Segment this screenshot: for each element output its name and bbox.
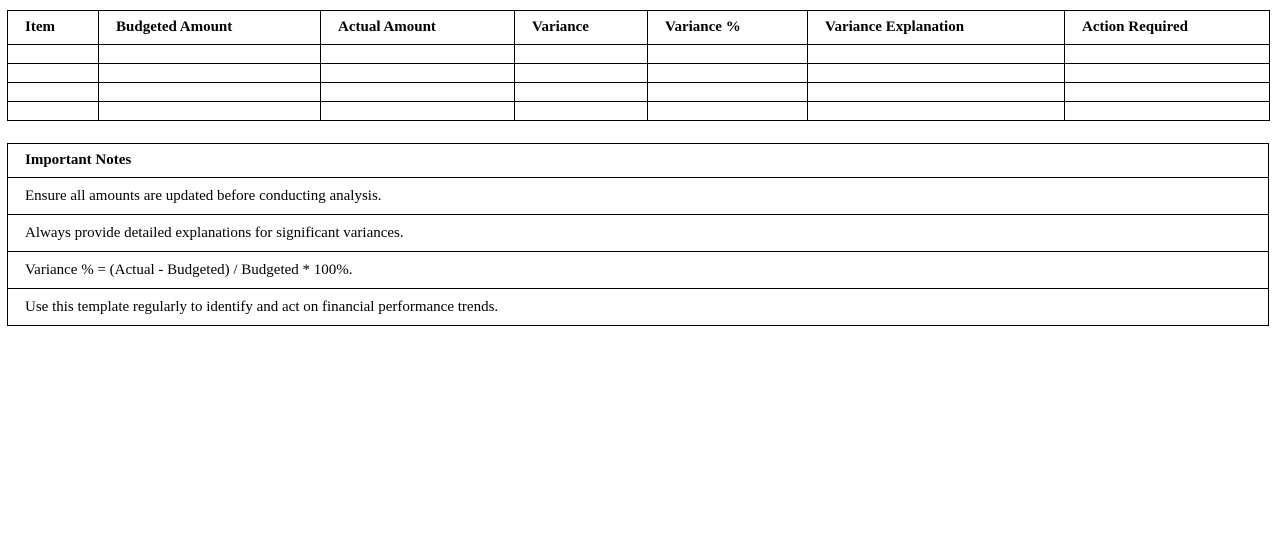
empty-cell bbox=[515, 64, 648, 83]
column-header-variance-percent: Variance % bbox=[648, 11, 808, 45]
empty-cell bbox=[648, 45, 808, 64]
empty-cell bbox=[321, 83, 515, 102]
empty-cell bbox=[1065, 83, 1270, 102]
note-row bbox=[8, 178, 1269, 215]
empty-cell bbox=[1065, 102, 1270, 121]
column-header-variance-explanation: Variance Explanation bbox=[808, 11, 1065, 45]
empty-cell bbox=[99, 83, 321, 102]
empty-cell bbox=[99, 45, 321, 64]
empty-cell bbox=[808, 102, 1065, 121]
note-item: Use this template regularly to identify and act on financial performance trends. bbox=[8, 289, 1269, 326]
table-row bbox=[8, 64, 1270, 83]
note-row bbox=[8, 289, 1269, 326]
empty-cell bbox=[8, 45, 99, 64]
note-item: Ensure all amounts are updated before conducting analysis. bbox=[8, 178, 1269, 215]
empty-cell bbox=[808, 83, 1065, 102]
note-item: Always provide detailed explanations for significant variances. bbox=[8, 215, 1269, 252]
empty-cell bbox=[648, 64, 808, 83]
table-row bbox=[8, 102, 1270, 121]
column-header-action-required: Action Required bbox=[1065, 11, 1270, 45]
empty-cell bbox=[321, 102, 515, 121]
table-row bbox=[8, 45, 1270, 64]
empty-cell bbox=[99, 64, 321, 83]
variance-analysis-table bbox=[7, 10, 1270, 121]
column-header-variance: Variance bbox=[515, 11, 648, 45]
column-header-budgeted-amount: Budgeted Amount bbox=[99, 11, 321, 45]
notes-title-row bbox=[8, 144, 1269, 178]
empty-cell bbox=[321, 64, 515, 83]
empty-cell bbox=[808, 45, 1065, 64]
column-header-actual-amount: Actual Amount bbox=[321, 11, 515, 45]
empty-cell bbox=[8, 83, 99, 102]
empty-cell bbox=[515, 83, 648, 102]
note-row bbox=[8, 252, 1269, 289]
empty-cell bbox=[808, 64, 1065, 83]
notes-title: Important Notes bbox=[8, 144, 1269, 178]
empty-cell bbox=[1065, 64, 1270, 83]
empty-cell bbox=[99, 102, 321, 121]
column-header-item: Item bbox=[8, 11, 99, 45]
note-row bbox=[8, 215, 1269, 252]
empty-cell bbox=[515, 45, 648, 64]
empty-cell bbox=[8, 102, 99, 121]
header-row bbox=[8, 11, 1270, 45]
table-row bbox=[8, 83, 1270, 102]
empty-cell bbox=[1065, 45, 1270, 64]
empty-cell bbox=[321, 45, 515, 64]
empty-cell bbox=[648, 83, 808, 102]
empty-cell bbox=[8, 64, 99, 83]
empty-cell bbox=[648, 102, 808, 121]
important-notes-table bbox=[7, 143, 1269, 326]
empty-cell bbox=[515, 102, 648, 121]
note-item: Variance % = (Actual - Budgeted) / Budgeted * 100%. bbox=[8, 252, 1269, 289]
